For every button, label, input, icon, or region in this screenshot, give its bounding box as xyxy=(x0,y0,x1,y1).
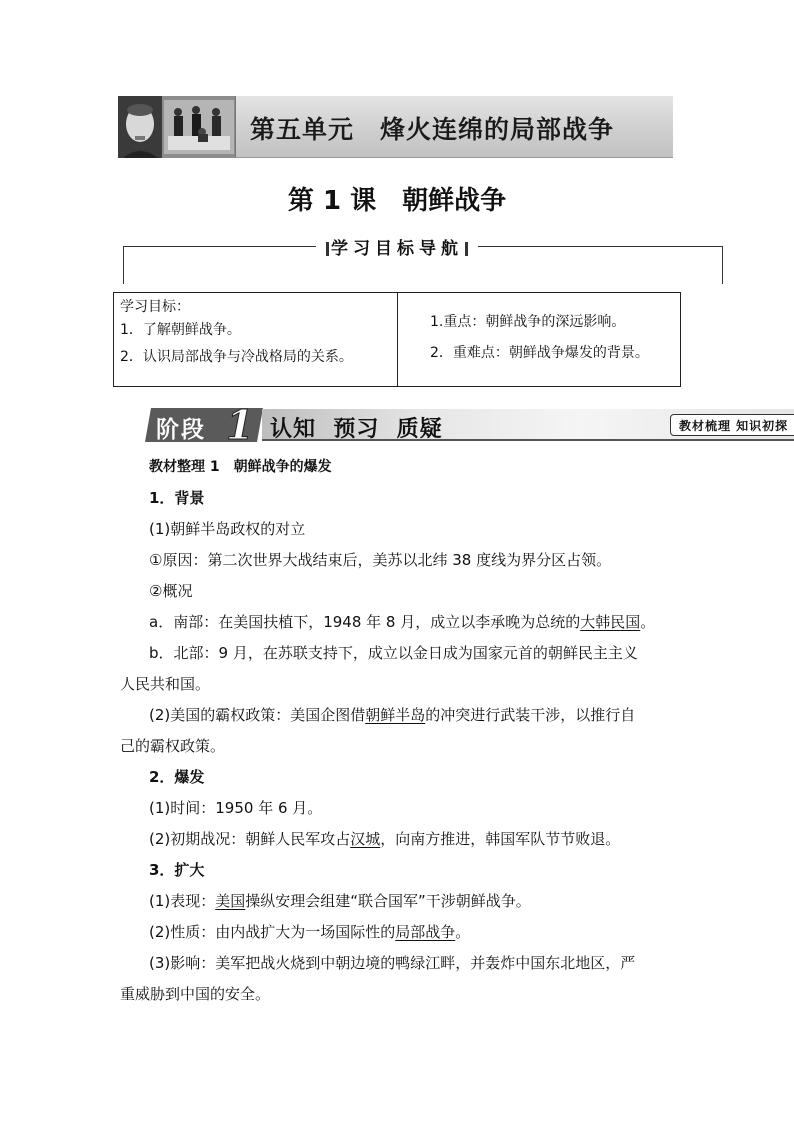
underlined-term: 朝鲜半岛 xyxy=(365,706,426,724)
paragraph: a．南部：在美国扶植下，1948 年 8 月，成立以李承晚为总统的大韩民国。 xyxy=(149,613,656,631)
heading-outbreak: 2．爆发 xyxy=(149,768,205,786)
objective-item: 2．认识局部战争与冷战格局的关系。 xyxy=(120,349,353,365)
stage-title: 认知 预习 质疑 xyxy=(270,417,443,442)
paragraph-continuation: 重威胁到中国的安全。 xyxy=(120,985,271,1003)
key-point-item: 2．重难点：朝鲜战争爆发的背景。 xyxy=(430,345,649,361)
underlined-term: 局部战争 xyxy=(395,923,456,941)
paragraph-continuation: 人民共和国。 xyxy=(120,675,211,693)
section-title: 教材整理 1 朝鲜战争的爆发 xyxy=(149,459,332,475)
objectives-left-cell xyxy=(114,293,398,386)
stage-banner xyxy=(148,402,794,449)
paragraph: (1)时间：1950 年 6 月。 xyxy=(149,799,323,817)
stage-tag: 教材梳理 知识初探 xyxy=(670,414,794,436)
paragraph: (2)初期战况：朝鲜人民军攻占汉城，向南方推进，韩国军队节节败退。 xyxy=(149,830,621,848)
objective-item: 1．了解朝鲜战争。 xyxy=(120,322,241,338)
lesson-title: 第 1 课 朝鲜战争 xyxy=(287,186,507,216)
underlined-term: 汉城 xyxy=(350,830,381,848)
paragraph: ①原因：第二次世界大战结束后，美苏以北纬 38 度线为界分区占领。 xyxy=(149,551,612,569)
stage-number: 1 xyxy=(226,402,254,449)
objectives-header-text: 学习目标导航 xyxy=(331,239,463,259)
objectives-right-cell xyxy=(398,293,680,386)
paragraph: (1)朝鲜半岛政权的对立 xyxy=(149,520,306,538)
banner-photo xyxy=(118,96,236,158)
paragraph: (3)影响：美军把战火烧到中朝边境的鸭绿江畔，并轰炸中国东北地区，严 xyxy=(149,954,636,972)
objectives-label: 学习目标： xyxy=(120,299,190,315)
unit-title: 第五单元 烽火连绵的局部战争 xyxy=(250,115,615,144)
historical-photo-illustration xyxy=(118,96,236,158)
underlined-term: 大韩民国 xyxy=(580,613,641,631)
paragraph: b．北部：9 月，在苏联支持下，成立以金日成为国家元首的朝鲜民主主义 xyxy=(149,644,638,662)
paragraph: (2)美国的霸权政策：美国企图借朝鲜半岛的冲突进行武装干涉，以推行自 xyxy=(149,706,636,724)
heading-expansion: 3．扩大 xyxy=(149,861,205,879)
objectives-table xyxy=(113,292,681,387)
stage-label: 阶段 xyxy=(156,417,206,443)
objectives-header xyxy=(0,234,794,259)
key-point-item: 1.重点：朝鲜战争的深远影响。 xyxy=(430,314,626,330)
paragraph: (1)表现：美国操纵安理会组建“联合国军”干涉朝鲜战争。 xyxy=(149,892,531,910)
paragraph: ②概况 xyxy=(149,582,193,600)
unit-banner xyxy=(118,96,673,158)
lesson-content xyxy=(120,452,680,1010)
underlined-term: 美国 xyxy=(215,892,246,910)
paragraph: (2)性质：由内战扩大为一场国际性的局部战争。 xyxy=(149,923,471,941)
paragraph-continuation: 己的霸权政策。 xyxy=(120,737,226,755)
heading-background: 1．背景 xyxy=(149,489,205,507)
